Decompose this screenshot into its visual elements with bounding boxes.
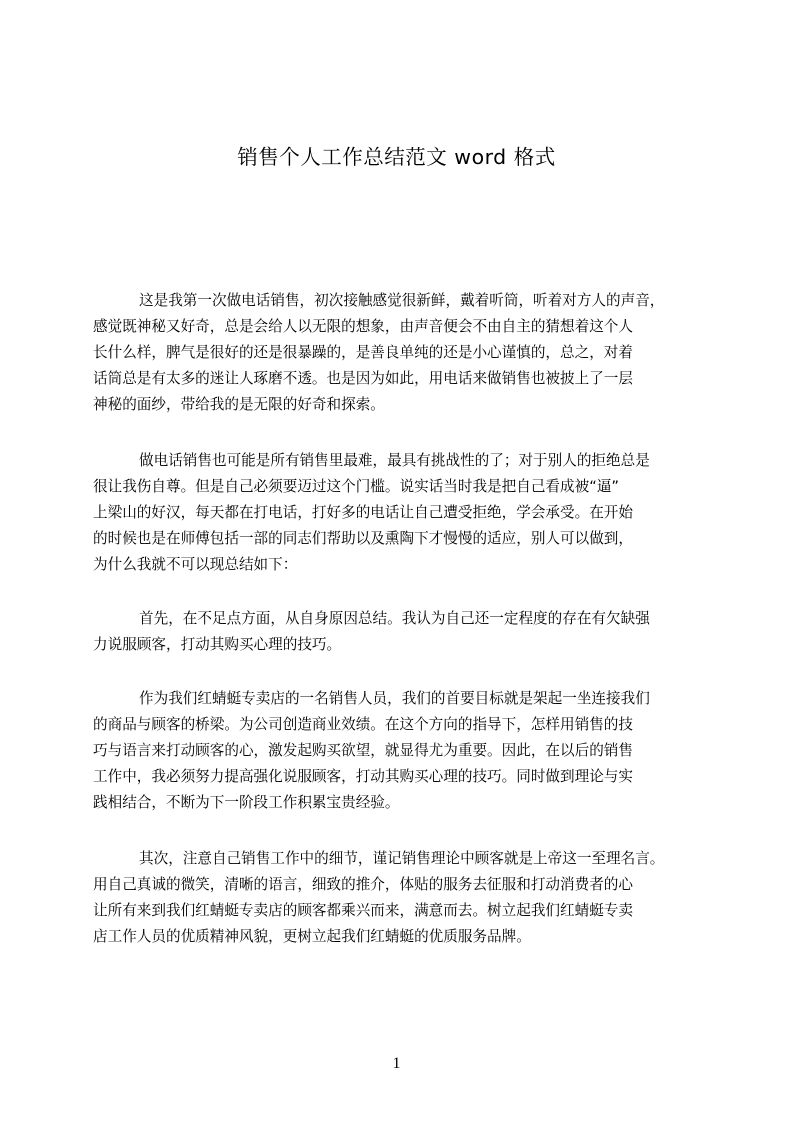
paragraph-line — [0, 712, 793, 738]
paragraph-line — [0, 552, 793, 578]
line-text: 力说服顾客，打动其购买心理的技巧。 — [93, 636, 342, 653]
paragraph-line — [0, 764, 793, 790]
paragraph-line — [0, 448, 793, 474]
paragraph-line — [0, 924, 793, 950]
line-text: 作为我们红蜻蜓专卖店的一名销售人员，我们的首要目标就是架起一坐连接我们 — [139, 690, 650, 707]
line-text: 为什么我就不可以现总结如下： — [93, 556, 298, 573]
line-text: 用自己真诚的微笑，清晰的语言，细致的推介，体贴的服务去征服和打动消费者的心 — [93, 876, 633, 893]
line-text: 工作中，我必须努力提高强化说服顾客，打动其购买心理的技巧。同时做到理论与实 — [93, 768, 633, 785]
line-text: 长什么样，脾气是很好的还是很暴躁的，是善良单纯的还是小心谨慎的，总之，对着 — [93, 344, 633, 361]
line-text: 上梁山的好汉，每天都在打电话，打好多的电话让自己遭受拒绝，学会承受。在开始 — [93, 504, 633, 521]
paragraph-line — [0, 340, 793, 366]
paragraph-line — [0, 474, 793, 500]
paragraph-line — [0, 314, 793, 340]
line-text: 这是我第一次做电话销售，初次接触感觉很新鲜，戴着听筒，听着对方人的声音， — [139, 292, 665, 309]
line-text: 践相结合，不断为下一阶段工作积累宝贵经验。 — [93, 794, 400, 811]
line-text: 的商品与顾客的桥梁。为公司创造商业效绩。在这个方向的指导下，怎样用销售的技 — [93, 716, 633, 733]
line-text: 首先，在不足点方面，从自身原因总结。我认为自己还一定程度的存在有欠缺强 — [139, 610, 650, 627]
line-text: 让所有来到我们红蜻蜓专卖店的顾客都乘兴而来，满意而去。树立起我们红蜻蜓专卖 — [93, 902, 633, 919]
line-text: 店工作人员的优质精神风貌，更树立起我们红蜻蜓的优质服务品牌。 — [93, 928, 531, 945]
paragraph-line — [0, 790, 793, 816]
paragraph-line — [0, 500, 793, 526]
paragraph-line — [0, 738, 793, 764]
line-text: 做电话销售也可能是所有销售里最难，最具有挑战性的了；对于别人的拒绝总是 — [139, 452, 650, 469]
line-text: 话筒总是有太多的迷让人琢磨不透。也是因为如此，用电话来做销售也被披上了一层 — [93, 370, 633, 387]
paragraph-line — [0, 606, 793, 632]
line-text: 其次，注意自己销售工作中的细节，谨记销售理论中顾客就是上帝这一至理名言。 — [139, 850, 665, 867]
paragraph-line — [0, 846, 793, 872]
line-text: 的时候也是在师傅包括一部的同志们帮助以及熏陶下才慢慢的适应，别人可以做到， — [93, 530, 633, 547]
paragraph-line — [0, 366, 793, 392]
paragraph-line — [0, 872, 793, 898]
paragraph-line — [0, 526, 793, 552]
paragraph-line — [0, 288, 793, 314]
line-text: 很让我伤自尊。但是自己必须要迈过这个门槛。说实话当时我是把自己看成被“逼” — [93, 478, 619, 495]
paragraph-line — [0, 632, 793, 658]
paragraph-line — [0, 898, 793, 924]
paragraph-line — [0, 686, 793, 712]
page-number: 1 — [392, 1055, 401, 1072]
line-text: 感觉既神秘又好奇，总是会给人以无限的想象，由声音便会不由自主的猜想着这个人 — [93, 318, 633, 335]
document-title: 销售个人工作总结范文 word 格式 — [237, 145, 556, 169]
line-text: 神秘的面纱，带给我的是无限的好奇和探索。 — [93, 396, 385, 413]
line-text: 巧与语言来打动顾客的心，激发起购买欲望，就显得尤为重要。因此，在以后的销售 — [93, 742, 633, 759]
paragraph-line — [0, 392, 793, 418]
